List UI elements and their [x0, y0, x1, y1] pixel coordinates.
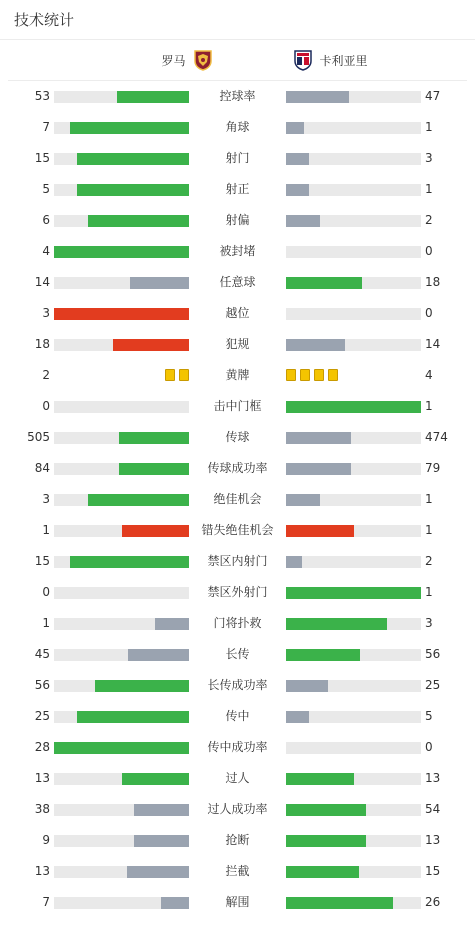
stat-label: 被封堵: [219, 244, 256, 258]
home-bar: [127, 866, 189, 878]
home-value: 505: [27, 430, 50, 444]
stat-label: 过人: [225, 771, 250, 785]
away-bar-track: [286, 308, 421, 320]
home-value: 1: [42, 523, 50, 537]
home-bar: [95, 680, 190, 692]
home-bar: [70, 556, 189, 568]
home-bar-track: [54, 897, 189, 909]
away-value: 474: [425, 430, 448, 444]
home-value: 7: [42, 895, 50, 909]
away-value: 13: [425, 833, 441, 847]
away-bar-track: [286, 525, 421, 537]
home-value: 84: [34, 461, 50, 475]
away-bar: [286, 153, 309, 165]
stat-label: 射偏: [225, 213, 250, 227]
home-bar: [70, 122, 189, 134]
home-value: 0: [42, 585, 50, 599]
away-bar-track: [286, 401, 421, 413]
stat-row: [0, 151, 475, 182]
home-value: 14: [34, 275, 50, 289]
stat-row: [0, 771, 475, 802]
stat-label: 控球率: [219, 89, 256, 103]
stat-label: 任意球: [219, 275, 256, 289]
stat-label: 解围: [225, 895, 250, 909]
home-bar: [113, 339, 189, 351]
away-bar: [286, 804, 366, 816]
away-bar-track: [286, 587, 421, 599]
home-bar-track: [54, 866, 189, 878]
home-value: 15: [34, 151, 50, 165]
stat-label: 犯规: [225, 337, 250, 351]
away-value: 56: [425, 647, 441, 661]
away-bar-track: [286, 680, 421, 692]
yellow-card-icon: [179, 369, 189, 381]
away-value: 15: [425, 864, 441, 878]
stat-label: 射门: [225, 151, 250, 165]
stat-label: 传球成功率: [207, 461, 268, 475]
away-yellow-cards: [286, 369, 338, 381]
home-value: 28: [34, 740, 50, 754]
stat-row: [0, 368, 475, 399]
yellow-card-icon: [328, 369, 338, 381]
home-value: 3: [42, 492, 50, 506]
away-team-name: 卡利亚里: [319, 53, 368, 68]
home-bar-track: [54, 649, 189, 661]
away-value: 54: [425, 802, 441, 816]
stat-label: 错失绝佳机会: [201, 523, 274, 537]
away-bar-track: [286, 184, 421, 196]
stat-label: 抢断: [225, 833, 250, 847]
away-bar: [286, 277, 362, 289]
away-value: 5: [425, 709, 433, 723]
away-bar: [286, 494, 320, 506]
away-bar: [286, 587, 421, 599]
yellow-card-icon: [165, 369, 175, 381]
home-value: 0: [42, 399, 50, 413]
away-bar: [286, 184, 309, 196]
home-value: 5: [42, 182, 50, 196]
stat-row: [0, 554, 475, 585]
home-bar-track: [54, 835, 189, 847]
stat-row: [0, 647, 475, 678]
stat-label: 禁区外射门: [207, 585, 268, 599]
away-bar-track: [286, 339, 421, 351]
away-team[interactable]: [292, 49, 368, 71]
stat-label: 射正: [225, 182, 250, 196]
home-bar-track: [54, 308, 189, 320]
away-bar: [286, 215, 320, 227]
home-bar-track: [54, 184, 189, 196]
stat-label: 门将扑救: [213, 616, 262, 630]
stat-row: [0, 616, 475, 647]
home-value: 4: [42, 244, 50, 258]
home-value: 15: [34, 554, 50, 568]
stat-row: [0, 430, 475, 461]
stat-label: 绝佳机会: [213, 492, 262, 506]
home-bar: [54, 308, 189, 320]
away-value: 1: [425, 523, 433, 537]
away-bar-track: [286, 432, 421, 444]
away-bar-track: [286, 897, 421, 909]
home-bar-track: [54, 525, 189, 537]
home-bar: [122, 525, 190, 537]
home-value: 9: [42, 833, 50, 847]
away-bar-track: [286, 556, 421, 568]
away-bar: [286, 835, 366, 847]
away-value: 0: [425, 306, 433, 320]
away-bar: [286, 339, 345, 351]
stat-row: [0, 709, 475, 740]
home-bar-track: [54, 742, 189, 754]
home-bar: [161, 897, 189, 909]
away-bar-track: [286, 91, 421, 103]
home-value: 38: [34, 802, 50, 816]
stat-row: [0, 740, 475, 771]
home-bar: [54, 246, 189, 258]
away-value: 1: [425, 120, 433, 134]
home-bar-track: [54, 246, 189, 258]
page-title: 技术统计: [14, 11, 75, 29]
stat-label: 越位: [225, 306, 250, 320]
away-value: 25: [425, 678, 441, 692]
home-value: 2: [42, 368, 50, 382]
home-bar-track: [54, 463, 189, 475]
away-bar-track: [286, 246, 421, 258]
home-value: 7: [42, 120, 50, 134]
away-value: 0: [425, 740, 433, 754]
away-value: 1: [425, 399, 433, 413]
home-bar-track: [54, 494, 189, 506]
away-value: 79: [425, 461, 441, 475]
home-team[interactable]: [161, 49, 213, 71]
home-bar-track: [54, 680, 189, 692]
home-bar-track: [54, 91, 189, 103]
home-yellow-cards: [165, 369, 189, 381]
away-bar-track: [286, 773, 421, 785]
home-bar: [130, 277, 189, 289]
home-team-name: 罗马: [161, 53, 186, 68]
away-value: 3: [425, 616, 433, 630]
home-bar: [134, 804, 189, 816]
away-bar-track: [286, 494, 421, 506]
home-value: 25: [34, 709, 50, 723]
away-value: 4: [425, 368, 433, 382]
away-value: 3: [425, 151, 433, 165]
away-bar: [286, 897, 393, 909]
stat-row: [0, 337, 475, 368]
away-value: 26: [425, 895, 441, 909]
away-value: 1: [425, 182, 433, 196]
stat-row: [0, 120, 475, 151]
stat-label: 传球: [225, 430, 250, 444]
home-bar: [128, 649, 189, 661]
stat-row: [0, 492, 475, 523]
header-bar: [0, 0, 475, 40]
home-bar-track: [54, 773, 189, 785]
away-bar-track: [286, 215, 421, 227]
home-bar-track: [54, 556, 189, 568]
stat-row: [0, 89, 475, 120]
stat-row: [0, 275, 475, 306]
home-value: 13: [34, 771, 50, 785]
stat-label: 黄牌: [225, 368, 250, 382]
home-bar-track: [54, 618, 189, 630]
away-bar: [286, 773, 354, 785]
stat-row: [0, 585, 475, 616]
away-bar-track: [286, 804, 421, 816]
stat-row: [0, 523, 475, 554]
stat-label: 角球: [225, 120, 250, 134]
home-value: 53: [34, 89, 50, 103]
home-bar-track: [54, 339, 189, 351]
stat-row: [0, 399, 475, 430]
away-bar-track: [286, 122, 421, 134]
stat-label: 禁区内射门: [207, 554, 268, 568]
away-bar: [286, 401, 421, 413]
home-bar-track: [54, 277, 189, 289]
yellow-card-icon: [314, 369, 324, 381]
away-bar: [286, 866, 359, 878]
home-bar-track: [54, 432, 189, 444]
away-bar: [286, 91, 349, 103]
home-bar-track: [54, 122, 189, 134]
away-value: 2: [425, 213, 433, 227]
home-value: 18: [34, 337, 50, 351]
away-bar-track: [286, 618, 421, 630]
away-value: 14: [425, 337, 441, 351]
home-bar: [117, 91, 189, 103]
home-bar: [54, 742, 189, 754]
cagliari-crest-icon: [292, 49, 314, 71]
away-bar: [286, 711, 309, 723]
away-value: 2: [425, 554, 433, 568]
home-bar: [119, 463, 189, 475]
stat-label: 过人成功率: [207, 802, 268, 816]
home-bar-track: [54, 215, 189, 227]
home-bar: [119, 432, 189, 444]
away-bar: [286, 556, 302, 568]
away-bar-track: [286, 649, 421, 661]
away-bar: [286, 122, 304, 134]
stat-row: [0, 461, 475, 492]
away-bar: [286, 432, 351, 444]
yellow-card-icon: [286, 369, 296, 381]
home-value: 56: [34, 678, 50, 692]
home-value: 45: [34, 647, 50, 661]
away-bar-track: [286, 866, 421, 878]
home-value: 6: [42, 213, 50, 227]
away-bar: [286, 680, 328, 692]
away-bar-track: [286, 742, 421, 754]
away-bar: [286, 525, 354, 537]
stat-row: [0, 678, 475, 709]
stat-label: 传中: [225, 709, 250, 723]
roma-crest-icon: [192, 49, 214, 71]
stat-row: [0, 833, 475, 864]
home-bar: [88, 215, 189, 227]
home-value: 13: [34, 864, 50, 878]
away-bar: [286, 463, 351, 475]
stat-row: [0, 182, 475, 213]
away-value: 47: [425, 89, 441, 103]
home-bar: [77, 711, 189, 723]
home-bar: [134, 835, 189, 847]
home-bar: [155, 618, 189, 630]
away-bar: [286, 649, 360, 661]
home-bar: [88, 494, 189, 506]
away-bar-track: [286, 835, 421, 847]
stat-row: [0, 864, 475, 895]
away-bar-track: [286, 277, 421, 289]
stat-row: [0, 213, 475, 244]
stat-row: [0, 306, 475, 337]
home-bar: [77, 153, 189, 165]
yellow-card-icon: [300, 369, 310, 381]
home-bar-track: [54, 804, 189, 816]
home-bar-track: [54, 587, 189, 599]
away-value: 1: [425, 492, 433, 506]
away-bar: [286, 618, 387, 630]
away-value: 0: [425, 244, 433, 258]
teams-header: [8, 40, 467, 81]
home-bar-track: [54, 711, 189, 723]
away-value: 1: [425, 585, 433, 599]
away-bar-track: [286, 463, 421, 475]
stat-label: 长传成功率: [207, 678, 268, 692]
home-value: 1: [42, 616, 50, 630]
stat-label: 传中成功率: [207, 740, 268, 754]
stat-row: [0, 802, 475, 833]
stat-label: 击中门框: [213, 399, 262, 413]
away-value: 13: [425, 771, 441, 785]
stat-row: [0, 895, 475, 926]
home-bar: [77, 184, 189, 196]
away-bar-track: [286, 711, 421, 723]
home-bar: [122, 773, 190, 785]
stat-label: 拦截: [225, 864, 250, 878]
away-bar-track: [286, 153, 421, 165]
away-value: 18: [425, 275, 441, 289]
home-value: 3: [42, 306, 50, 320]
home-bar-track: [54, 153, 189, 165]
home-bar-track: [54, 401, 189, 413]
stat-row: [0, 244, 475, 275]
stat-label: 长传: [225, 647, 250, 661]
